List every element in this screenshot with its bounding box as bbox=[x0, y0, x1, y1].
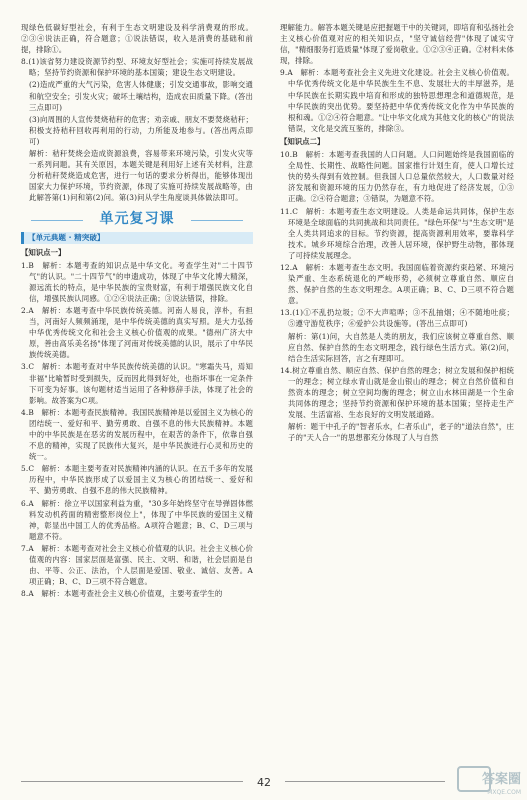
answer-item: 解析：第(1)问，大自然是人类的朋友，我们应该树立尊重自然、顺应自然、保护自然的生态文明理念，践行绿色生活方式。第(2)问，结合生活实际回答，言之有理即可。 bbox=[288, 331, 514, 363]
subsection-band: 【单元典题 · 精突破】 bbox=[21, 232, 253, 244]
section-title: 单元复习课 bbox=[21, 210, 253, 228]
watermark-logo bbox=[457, 766, 521, 796]
answer-item: 解析：题干中孔子的"智者乐水，仁者乐山"，老子的"道法自然"，庄子的"天人合一"的思想都充分体现了人与自然 bbox=[288, 422, 514, 443]
answer-item: 2.A 解析：本题考查中华民族传统美德。河南人易良，淳朴，有担当，河南好人频频涌现，是中华传统美德的真实写照。是大力弘扬中华优秀传统文化和社会主义核心价值观的成果。"德州广济大中原，善由高乐美名扬"体现了河南对传统美德的认识，展示了中华民族传统美德。 bbox=[21, 305, 253, 360]
left-intro-paragraph: (2)造成严重的大气污染，危害人体健康；引发交通事故，影响交通和航空安全；引发火灾；破坏土壤结构，造成农田质量下降。(答出三点即可) bbox=[29, 80, 253, 112]
answer-item: 14.树立尊重自然、顺应自然、保护自然的理念；树立发展和保护相统一的理念；树立绿水青山就是金山银山的理念；树立自然价值和自然资本的理念；树立空间均衡的理念；树立山水林田湖是一个生命共同体的理念；坚持节约资源和保护环境的基本国策；坚持走生产发展、生活富裕、生态良好的文明发展道路。 bbox=[280, 365, 514, 420]
answer-item: 11.C 解析：本题考查生态文明建设。人类是命运共同体，保护生态环境是全球面临的共同挑战和共同责任。"绿色环保"与"生态文明"是全人类共同追求的目标。节约资源，提高资源利用效率，要靠科学技术。城乡环境综合治理，改善人居环境，保护野生动物，都体现了可持续发展理念。 bbox=[280, 206, 514, 260]
right-intro-paragraph: 理解能力。解答本题关键是应把握题干中的关键词，即培育和弘扬社会主义核心价值观对应的相关知识点，"坚守诚信经营"体现了诚实守信，"精细服务打造质量"体现了爱岗敬业。①②③④正确。②材料未体现，排除。 bbox=[280, 23, 514, 66]
answer-item: 5.C 解析：本题主要考查对民族精神内涵的认识。在五千多年的发展历程中，中华民族形成了以爱国主义为核心的团结统一、爱好和平、勤劳勇敢、自强不息的伟大民族精神。 bbox=[21, 464, 253, 496]
answer-item: 7.A 解析：本题考查对社会主义核心价值观的认识。社会主义核心价值观的内容：国家层面是富强、民主、文明、和谐，社会层面是自由、平等、公正、法治，个人层面是爱国、敬业、诚信、友善。A项正确；B、C、D三项不符合题意。 bbox=[21, 543, 253, 587]
watermark-url: MXQE.COM bbox=[487, 789, 521, 796]
answer-item: 8.A 解析：本题考查社会主义核心价值观，主要考查学生的 bbox=[21, 589, 223, 599]
page-number: 42 bbox=[257, 776, 271, 789]
left-intro-paragraph: 8.(1)该省努力建设资源节约型、环境友好型社会；实施可持续发展战略；坚持节约资源和保护环境的基本国策；建设生态文明建设。 bbox=[21, 57, 253, 78]
right-intro-paragraph: 9.A 解析：本题考查社会主义先进文化建设。社会主义核心价值观。中华优秀传统文化是中华民族生生不息、发展壮大的丰厚滋养，是中华民族在长期实践中培育和形成的独特思想理念和道德规范，是中华民族的突出优势。要坚持把中华优秀传统文化作为中华民族的根和魂。①②④符合题意。"让中华文化成为其他文化的核心"的说法错误，文化是交流互鉴的，排除③。 bbox=[280, 68, 514, 133]
answer-item: 13.(1)①不乱扔垃圾；②不大声喧哗；③不乱抽烟；④不随地吐痰；⑤遵守游览秩序；⑥爱护公共设施等。(答出三点即可) bbox=[280, 308, 514, 329]
left-intro-paragraph: 现绿色低碳好型社会，有利于生态文明建设及科学消费观的形成。②③④说法正确，符合题意；①说法错误，收入是消费的基础和前提，排除①。 bbox=[21, 23, 253, 55]
answer-item: 12.A 解析：本题考查生态文明。我国面临着资源约束趋紧、环境污染严重、生态系统退化的严峻形势，必须树立尊重自然、顺应自然、保护自然的生态文明理念。A项正确；B、C、D三项不符合题意。 bbox=[280, 262, 514, 306]
answer-item: 1.B 解析：本题考查的知识点是中华文化。考查学生对"二十四节气"的认识。"二十四节气"的申遗成功，体现了中华文化博大精深，源远流长的特点，是中华民族的宝贵财富，有利于增强民族文化自信，增强民族认同感。①②④说法正确；③说法错误，排除。 bbox=[21, 260, 253, 303]
knowledge-point-label: 【知识点二】 bbox=[280, 136, 325, 146]
answer-item: 10.B 解析：本题考查我国的人口问题。人口问题始终是我国面临的全局性、长期性、战略性问题。国家推行计划生育，使人口增长过快的势头得到有效控制。但我国人口总量依然较大，人口数量对经济发展和资源环境的压力仍然存在，有力地促进了经济发展，①③正确。②④符合题意；③错误，为题意不符。 bbox=[280, 150, 514, 204]
right-column bbox=[280, 22, 514, 444]
footer-rule-left bbox=[21, 781, 243, 782]
left-column bbox=[21, 22, 253, 600]
watermark-brand: 答案圈 bbox=[481, 772, 521, 787]
footer-rule-right bbox=[285, 781, 445, 782]
answer-item: 4.B 解析：本题考查民族精神。我国民族精神是以爱国主义为核心的团结统一、爱好和平、勤劳勇敢、自强不息的伟大民族精神。本题中的中华民族是在恶劣的发展历程中，在艰苦的条件下，依靠自强不息的精神，实现了民族伟大复兴，是中华民族进行心灵和历史的统一。 bbox=[21, 407, 253, 462]
answer-item: 6.A 解析：徐立平以国家利益为重，"30多年始终坚守在导弹固体燃料发动机药面的精密整形岗位上"，体现了中华民族的爱国主义精神，彰显出中国工人的优秀品格。A项符合题意；B、C、D三项与题意不符。 bbox=[21, 498, 253, 541]
left-intro-paragraph: 解析：秸秆焚烧会造成资源浪费，容易带来环境污染，引发火灾等一系列问题。其有关原因，本题关键是利用好上述有关材料，注意分析秸秆焚烧造成危害，进行一句话的要求分析得出，能够体现出国家大力保护环境，节约资源，体现了实施可持续发展战略等，由此解答第(1)问和第(2)问。第(3)问从学生角度谈具体做法即可。 bbox=[29, 149, 253, 203]
knowledge-point-label: 【知识点一】 bbox=[21, 247, 66, 257]
answer-item: 3.C 解析：本题考查对中华民族传统美德的认识。"寒霜失马，焉知非福"比喻暂时受到损失，反而因此得到好处，也指坏事在一定条件下可变为好事。该句题材适当运用了各种修辞手法，体现了社会的影响。故答案为C项。 bbox=[21, 362, 253, 405]
left-intro-paragraph: (3)向周围的人宣传焚烧秸秆的危害；劝亲戚、朋友不要焚烧秸秆；积极支持秸秆回收再利用的行动，力所能及地参与。(答出两点即可) bbox=[29, 114, 253, 146]
